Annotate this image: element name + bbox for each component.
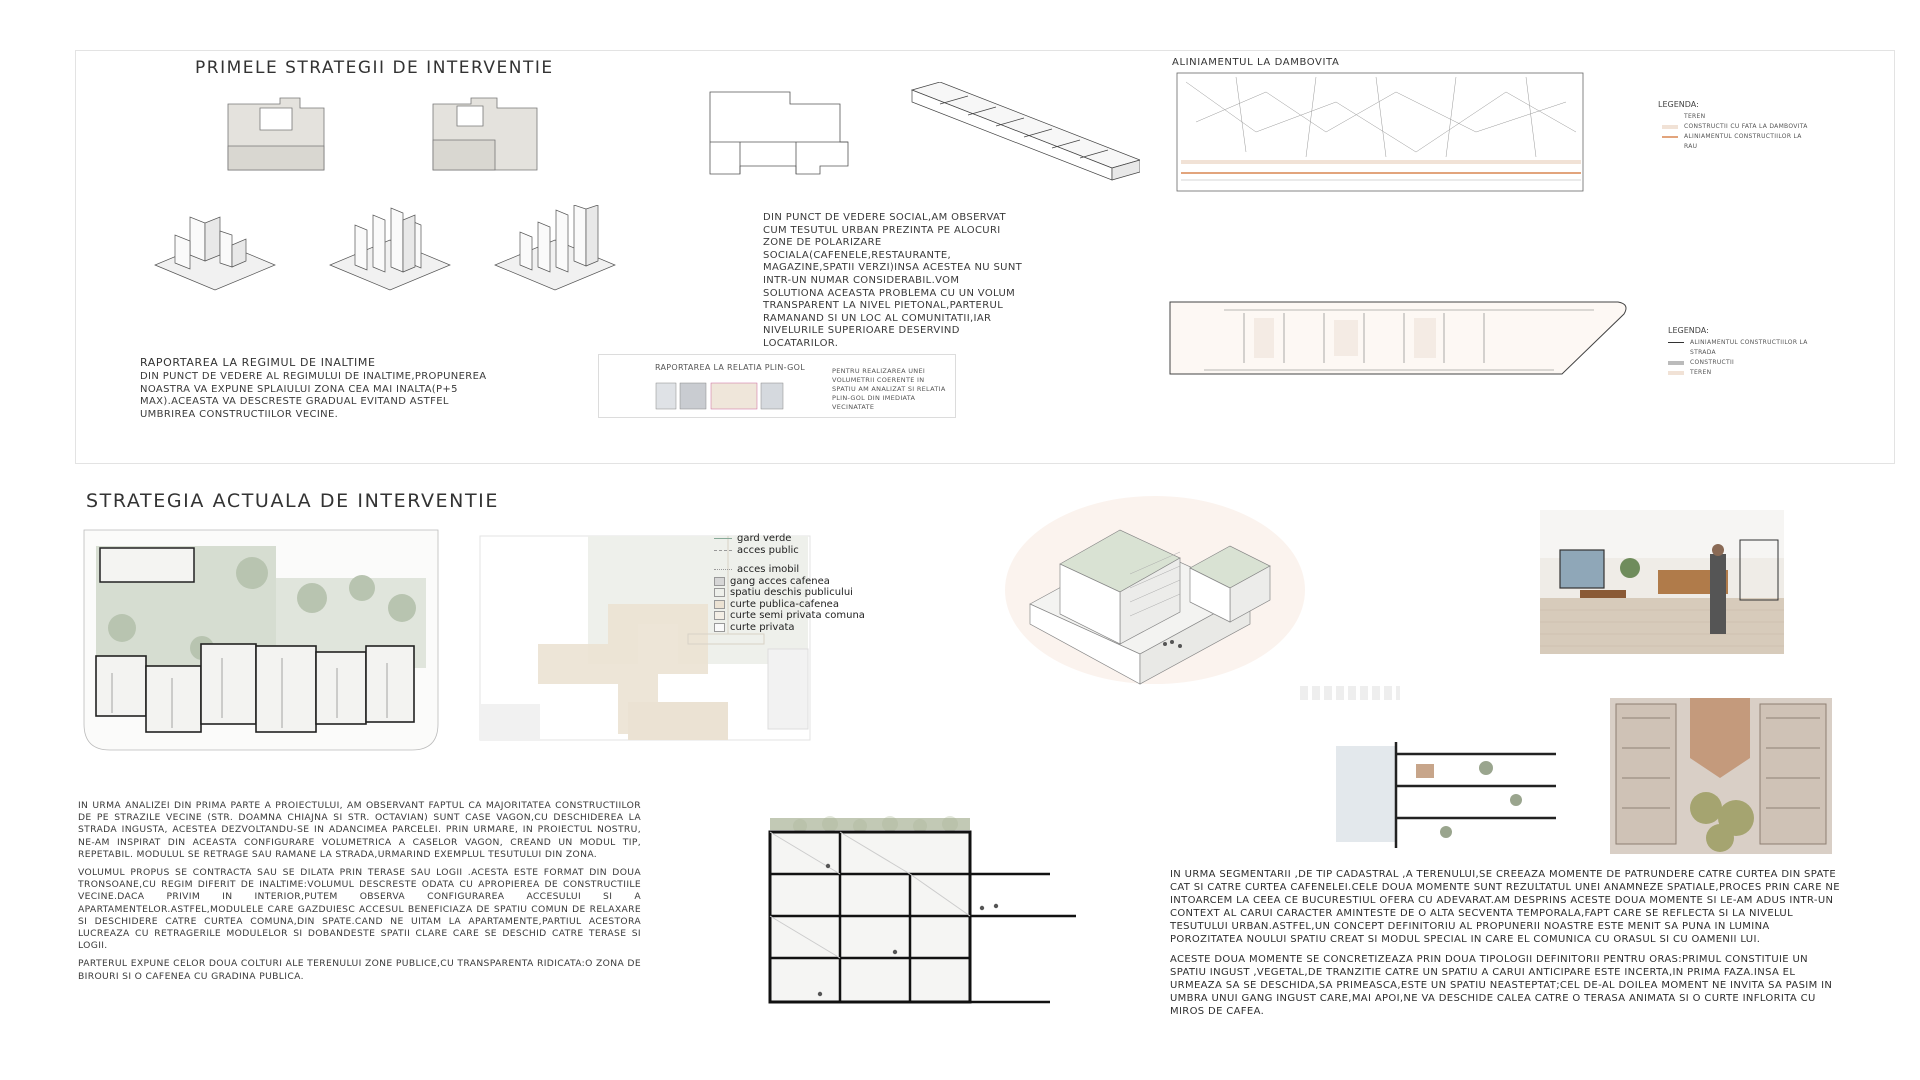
right-paragraph-1: IN URMA SEGMENTARII ,DE TIP CADASTRAL ,A TERENULUI,SE CREEAZA MOMENTE DE PATRUNDERE CATRE CURTEA DIN SPATE CAT SI CATRE CURTEA CAFENELEI.CELE DOUA MOMENTE SUNT REZULTATUL UNEI ANAMNEZE SPATIALE,PROCES PRIN CARE NE INTOARCEM LA CEEA CE BUCURESTIUL OFERA CU ADEVARAT.AM DESPRINS ACESTE DOUA MOMENTE SI LE-AM ADUS INTR-UN CONTEXT AL CARUI CARACTER AMINTESTE DE O ALTA SECVENTA TEMPORALA,FAPT CARE SE REFLECTA SI LA NIVELUL TESUTULUI URBAN.ASTFEL,UN CONCEPT DEFINITORIU AL PROPUNERII NOASTRE ESTE MENIT SA PUNA IN LUMINA POROZITATEA NOULUI SPATIU CREAT SI MODUL SPECIAL IN CARE EL COMUNICA CU ORASUL SI CU OAMENII LUI. xyxy=(1170,869,1840,945)
axonometric-caption-placeholder xyxy=(1300,686,1400,700)
right-text-block xyxy=(1170,868,1840,1025)
bottom-title: STRATEGIA ACTUALA DE INTERVENTIE xyxy=(86,490,499,512)
block-plan-diagrams xyxy=(220,96,560,176)
zoning-legend-item: acces public xyxy=(714,545,865,557)
left-paragraph-3: PARTERUL EXPUNE CELOR DOUA COLTURI ALE TERENULUI ZONE PUBLICE,CU TRANSPARENTA RIDICATA:O ZONA DE BIROURI SI O CAFENEA CU GRADINA PUBLICA. xyxy=(78,958,641,982)
legend2-item-1: CONSTRUCTII xyxy=(1668,358,1828,368)
massing-axonometrics xyxy=(150,205,620,300)
alignment-map-river xyxy=(1176,72,1586,194)
left-paragraph-2: VOLUMUL PROPUS SE CONTRACTA SAU SE DILATA PRIN TERASE SAU LOGII .ACESTA ESTE FORMAT DIN DOUA TRONSOANE,CU REGIM DIFERIT DE INALTIME:VOLUMUL DESCRESTE ODATA CU APROPIEREA DE CONSTRUCTIILE VECINE.DACA PRIVIM IN INTERIOR,PUTEM OBSERVA CONFIGURAREA ACCESULUI SI A APARTAMENTELOR.ASTFEL,MODULELE CARE GAZDUIESC ACCESUL BENEFICIAZA DE SPATIU COMUN DE RELAXARE SI DESCHIDERE CATRE CURTEA COMUNA,DIN SPATE.CAND NE UITAM LA APARTAMENTE,PARTIUL ACESTORA LUCREAZA CU RETRAGERILE MODULELOR SI DOBANDESTE SPATII CLARE CARE SE DESCHID CATRE TERASE SI LOGII. xyxy=(78,867,641,952)
massing-1 xyxy=(155,217,275,290)
left-text-block xyxy=(78,800,641,989)
building-axonometric xyxy=(990,494,1320,686)
alignment-title: ALINIAMENTUL LA DAMBOVITA xyxy=(1172,57,1340,68)
right-paragraph-2: ACESTE DOUA MOMENTE SE CONCRETIZEAZA PRIN DOUA TIPOLOGII DEFINITORII PENTRU ORAS:PRIMUL CONSTITUIE UN SPATIU INGUST ,VEGETAL,DE TRANZITIE CATRE UN SPATIU A CARUI ANTICIPARE ESTE INCERTA,IN PRIMA FAZA.INSA EL URMEAZA SA SE DESCHIDA,SA PRIMEASCA,ESTE UN SPATIU NEASTEPTAT;CEL DE-AL DOILEA MOMENT NE INVITA SA PASIM IN UMBRA UNUI GANG INGUST CARE,MAI APOI,NE VA DESCHIDE CALEA CATRE O TERASA ANIMATA SI O CURTE INFLORITA CU MIROS DE CAFEA. xyxy=(1170,954,1833,1017)
legend2-item-0: ALINIAMENTUL CONSTRUCTIILOR LA STRADA xyxy=(1668,338,1828,358)
block-plan-1 xyxy=(228,98,324,170)
vegetal-passage-render xyxy=(1610,698,1832,854)
legend1-item-1: CONSTRUCTII CU FATA LA DAMBOVITA xyxy=(1662,122,1812,132)
solid-void-text: PENTRU REALIZAREA UNEI VOLUMETRII COERENTE IN SPATIU AM ANALIZAT SI RELATIA PLIN-GOL DIN IMEDIATA VECINATATE xyxy=(832,367,946,411)
legend2 xyxy=(1668,338,1828,378)
massing-3 xyxy=(495,205,615,290)
ground-floor-plan xyxy=(82,528,440,752)
legend1 xyxy=(1662,112,1812,152)
interior-render xyxy=(1540,510,1784,654)
height-regime-heading: RAPORTAREA LA REGIMUL DE INALTIME xyxy=(140,356,376,369)
height-regime-text: DIN PUNCT DE VEDERE AL REGIMULUI DE INALTIME,PROPUNEREA NOASTRA VA EXPUNE SPLAIULUI ZONA CEA MAI INALTA(P+5 MAX).ACEASTA VA DESCRESTE GRADUAL EVITAND ASTFEL UMBRIREA CONSTRUCTIILOR VECINE. xyxy=(140,371,487,420)
zoning-legend-item: gard verde xyxy=(714,533,865,545)
solid-void-title: RAPORTAREA LA RELATIA PLIN-GOL xyxy=(655,363,805,372)
zoning-legend-item: curte semi privata comuna xyxy=(714,610,865,622)
street-front-axonometric xyxy=(912,82,1140,180)
zoning-legend-item: gang acces cafenea xyxy=(714,576,865,588)
block-plan-2 xyxy=(433,98,537,170)
zoning-legend xyxy=(714,533,865,633)
zoning-legend-item: curte privata xyxy=(714,622,865,634)
legend2-title: LEGENDA: xyxy=(1668,326,1709,335)
social-text: DIN PUNCT DE VEDERE SOCIAL,AM OBSERVAT CUM TESUTUL URBAN PREZINTA PE ALOCURI ZONE DE POLARIZARE SOCIALA(CAFENELE,RESTAURANTE, MAGAZINE,SPATII VERZI)INSA ACESTEA NU SUNT INTR-UN NUMAR CONSIDERABIL.VOM SOLUTIONA ACEASTA PROBLEMA CU UN VOLUM TRANSPARENT LA NIVEL PIETONAL,PARTERUL RAMANAND SI UN LOC AL COMUNITATII,IAR NIVELURILE SUPERIOARE DESERVIND LOCATARILOR. xyxy=(763,212,1023,349)
section-detail xyxy=(1336,740,1556,848)
massing-2 xyxy=(330,208,450,290)
legend2-item-2: TEREN xyxy=(1668,368,1828,378)
legend1-item-0: TEREN xyxy=(1684,113,1706,120)
zoning-legend-item: spatiu deschis publicului xyxy=(714,587,865,599)
legend1-title: LEGENDA: xyxy=(1658,100,1699,109)
zoning-legend-item: acces imobil xyxy=(714,564,865,576)
legend1-item-2: ALINIAMENTUL CONSTRUCTIILOR LA RAU xyxy=(1662,132,1812,152)
solid-void-thumbnails xyxy=(655,381,785,411)
site-outline xyxy=(710,92,848,174)
top-title: PRIMELE STRATEGII DE INTERVENTIE xyxy=(195,58,554,78)
zoning-legend-item: curte publica-cafenea xyxy=(714,599,865,611)
site-outline-axonometric xyxy=(700,82,1140,192)
left-paragraph-1: IN URMA ANALIZEI DIN PRIMA PARTE A PROIECTULUI, AM OBSERVANT FAPTUL CA MAJORITATEA CONSTRUCTIILOR DE PE STRAZILE VECINE (STR. DOAMNA CHIAJNA SI STR. OCTAVIAN) SUNT CASE VAGON,CU DESCHIDEREA LA STRADA INGUSTA, ACESTEA DEZVOLTANDU-SE IN ADANCIMEA PARCELEI. PRIN URMARE, IN PROIECTUL NOSTRU, NE-AM INSPIRAT DIN ACEASTA CONFIGURARE VOLUMETRICA A CASELOR VAGON, CREAND UN MODUL TIP, REPETABIL. MODULUL SE RETRAGE SAU RAMANE LA STRADA,URMARIND EXEMPLUL TESUTULUI DIN ZONA. xyxy=(78,800,641,860)
solid-void-box xyxy=(598,354,956,418)
alignment-map-street xyxy=(1164,298,1634,378)
building-cross-section xyxy=(760,816,1106,1004)
